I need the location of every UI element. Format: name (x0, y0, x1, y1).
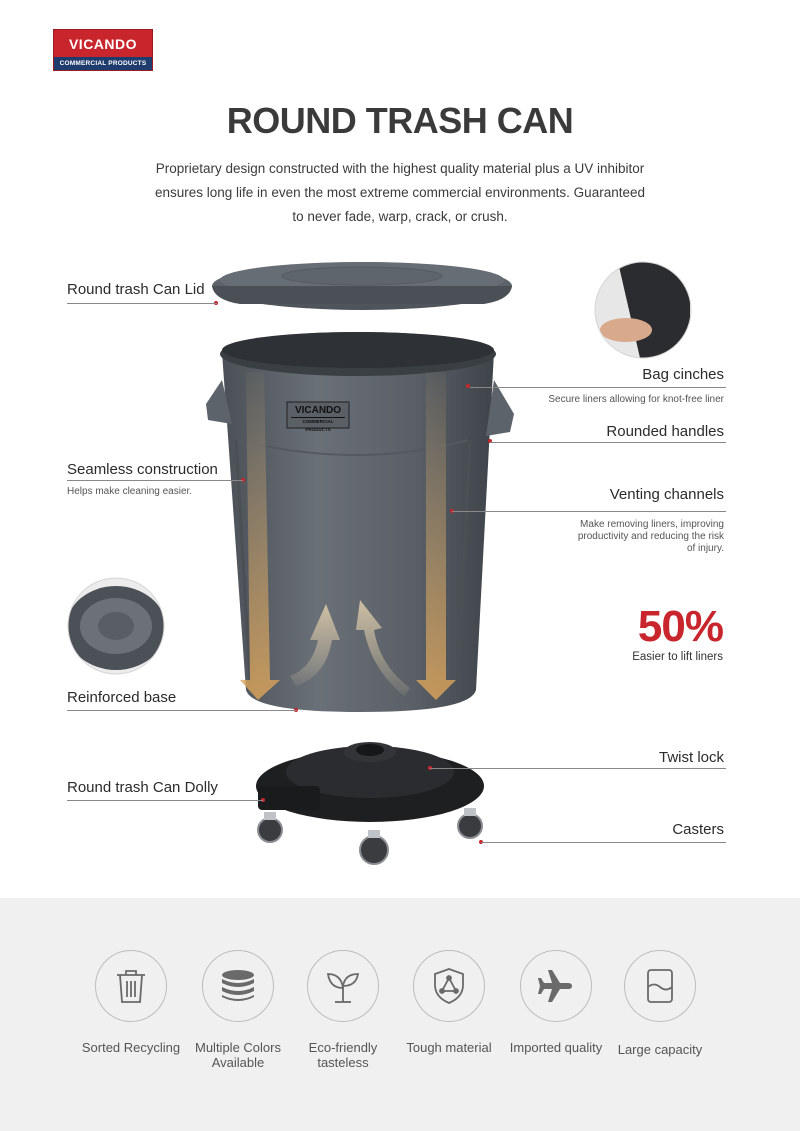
seamless-desc: Helps make cleaning easier. (67, 486, 193, 497)
airplane-icon (520, 950, 592, 1022)
bag-cinches-desc: Secure liners allowing for knot-free liner (548, 394, 724, 405)
highlight-value: 50% (637, 602, 723, 651)
feature-label (389, 1040, 509, 1055)
feature-imported-quality (496, 950, 616, 1055)
callout-lid: Round trash Can Lid (67, 281, 205, 298)
callout-venting: Venting channels (609, 486, 724, 503)
callout-seamless: Seamless construction (67, 461, 218, 478)
feature-label-line-1: Imported quality (509, 1040, 603, 1055)
logo-subtitle: COMMERCIAL PRODUCTS (54, 57, 152, 70)
venting-desc (578, 519, 724, 555)
can-badge (287, 402, 349, 432)
logo-brand-text: VICANDO (68, 36, 138, 52)
feature-sorted-recycling (71, 950, 191, 1055)
can-badge-brand: VICANDO (294, 405, 342, 416)
feature-label-line-1: Multiple Colors (195, 1040, 281, 1055)
page-title: ROUND TRASH CAN (226, 100, 574, 141)
feature-label (600, 1042, 720, 1057)
can-badge-subtitle: COMMERCIAL PRODUCTS (291, 417, 345, 434)
dolly-graphic (256, 742, 484, 864)
rule-venting (452, 511, 726, 512)
callout-rounded-handles: Rounded handles (606, 423, 724, 440)
feature-label-line-1: Large capacity (617, 1042, 703, 1057)
feature-label (283, 1040, 403, 1070)
base-detail (66, 578, 166, 674)
rule-casters (481, 842, 726, 843)
sprout-icon (307, 950, 379, 1022)
rule-seamless (67, 480, 243, 481)
feature-label (496, 1040, 616, 1055)
venting-desc-line-2: productivity and reducing the risk (577, 531, 724, 542)
rule-bag-cinches (470, 387, 726, 388)
feature-large-capacity (600, 950, 720, 1057)
feature-label (71, 1040, 191, 1055)
callout-dolly: Round trash Can Dolly (67, 779, 218, 796)
callout-casters: Casters (672, 821, 724, 838)
venting-desc-line-1: Make removing liners, improving (580, 519, 724, 530)
venting-desc-line-3: of injury. (686, 543, 724, 554)
feature-label-line-1: Sorted Recycling (81, 1040, 181, 1055)
container-icon (624, 950, 696, 1022)
callout-reinforced-base: Reinforced base (67, 689, 177, 706)
feature-label-line-1: Tough material (406, 1040, 492, 1055)
feature-label-line-2: tasteless (317, 1055, 369, 1070)
rule-twist-lock (430, 768, 726, 769)
feature-eco-friendly (283, 950, 403, 1070)
trash-icon (95, 950, 167, 1022)
intro-text: Proprietary design constructed with the highest quality material plus a UV inhibitor ensures long life in even the most extreme commercial environments. Guaranteed to never fade, warp, crack, or crush. (155, 161, 645, 224)
feature-multiple-colors (178, 950, 298, 1070)
feature-label-line-2: Available (211, 1055, 265, 1070)
callout-twist-lock: Twist lock (658, 749, 724, 766)
lid-graphic (212, 262, 512, 310)
rule-lid (67, 303, 217, 304)
rule-reinforced-base (67, 710, 297, 711)
feature-tough-material (389, 950, 509, 1055)
can-body-graphic (206, 332, 514, 712)
feature-label (178, 1040, 298, 1070)
stack-icon (202, 950, 274, 1022)
callout-bag-cinches: Bag cinches (642, 366, 724, 383)
rule-rounded-handles (490, 442, 726, 443)
feature-label-line-1: Eco-friendly (308, 1040, 378, 1055)
rule-dolly (67, 800, 263, 801)
highlight-label: Easier to lift liners (632, 651, 723, 663)
shield-icon (413, 950, 485, 1022)
